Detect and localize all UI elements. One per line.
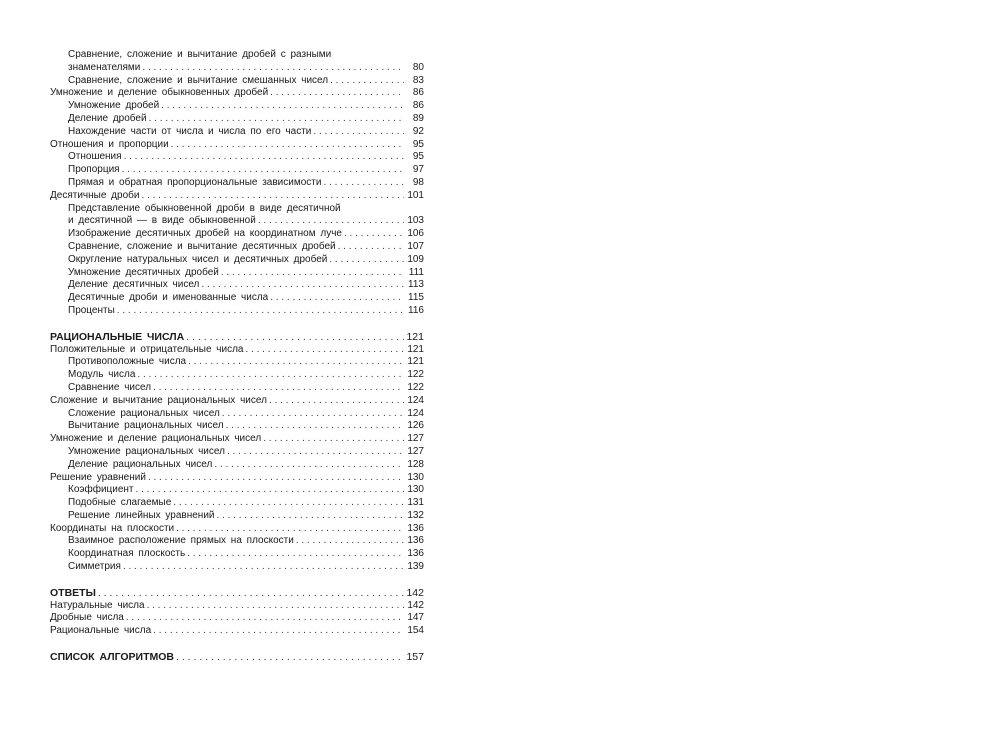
dot-leader: [269, 395, 404, 408]
dot-leader: [296, 535, 404, 548]
toc-chapter: [50, 344, 424, 357]
toc-page-number: 86: [412, 87, 424, 99]
toc-subchapter: [68, 561, 424, 574]
toc-title: Симметрия: [68, 561, 121, 573]
toc-subchapter: [68, 459, 424, 472]
toc-subchapter: [68, 446, 424, 459]
toc-page-number: 80: [412, 61, 424, 73]
dot-leader: [161, 100, 404, 113]
toc-chapter: [50, 395, 424, 408]
toc-chapter: [50, 190, 424, 203]
dot-leader: [329, 254, 404, 267]
toc-subchapter: [68, 497, 424, 510]
dot-leader: [270, 87, 404, 100]
toc-subchapter: [68, 535, 424, 548]
toc-page-number: 122: [407, 381, 424, 393]
toc-chapter: [50, 433, 424, 446]
toc-title: Сложение рациональных чисел: [68, 407, 220, 419]
toc-subchapter: [68, 279, 424, 292]
dot-leader: [186, 331, 404, 344]
toc-page-number: 113: [408, 279, 424, 291]
toc-page-number: 103: [407, 215, 424, 227]
toc-page-number: 115: [408, 292, 424, 304]
toc-page-number: 83: [412, 74, 424, 86]
dot-leader: [222, 408, 404, 421]
toc-subchapter: [68, 356, 424, 369]
toc-page-number: 142: [406, 586, 424, 599]
toc-page-number: 142: [407, 599, 424, 611]
toc-title: Сложение и вычитание рациональных чисел: [50, 394, 267, 406]
toc-title: Отношения и пропорции: [50, 138, 169, 150]
table-of-contents: [50, 49, 424, 664]
toc-page-number: 97: [412, 164, 424, 176]
toc-title: Деление десятичных чисел: [68, 279, 200, 291]
toc-title: знаменателями: [68, 61, 141, 73]
toc-chapter: [50, 472, 424, 485]
toc-subchapter: [68, 241, 424, 254]
dot-leader: [313, 126, 404, 139]
dot-leader: [227, 446, 404, 459]
dot-leader: [148, 472, 404, 485]
dot-leader: [226, 420, 404, 433]
toc-page-number: 107: [407, 240, 424, 252]
toc-chapter: [50, 139, 424, 152]
toc-subchapter: [68, 151, 424, 164]
toc-subchapter: [68, 126, 424, 139]
toc-title: Взаимное расположение прямых на плоскости: [68, 535, 294, 547]
toc-title: Сравнение, сложение и вычитание смешанных чисел: [68, 74, 329, 86]
toc-page-number: 136: [407, 548, 424, 560]
dot-leader: [136, 484, 404, 497]
toc-page-number: 130: [407, 484, 424, 496]
toc-title: Решение линейных уравнений: [68, 509, 215, 521]
toc-title: Нахождение части от числа и числа по его части: [68, 125, 312, 137]
toc-subchapter: [68, 113, 424, 126]
toc-page-number: 131: [407, 497, 424, 509]
toc-title: Деление рациональных чисел: [68, 458, 213, 470]
toc-title-line: Представление обыкновенной дроби в виде десятичной: [68, 202, 341, 214]
toc-page-number: 136: [407, 522, 424, 534]
dot-leader: [153, 625, 404, 638]
toc-title: РАЦИОНАЛЬНЫЕ ЧИСЛА: [50, 330, 185, 343]
toc-chapter: [50, 523, 424, 536]
toc-page-number: 89: [412, 112, 424, 124]
toc-title: ОТВЕТЫ: [50, 586, 96, 599]
dot-leader: [201, 279, 404, 292]
toc-subchapter: [68, 484, 424, 497]
toc-subchapter: [68, 100, 424, 113]
dot-leader: [188, 356, 404, 369]
toc-page-number: 122: [407, 369, 424, 381]
toc-title: Десятичные дроби: [50, 189, 140, 201]
toc-subchapter: [68, 382, 424, 395]
dot-leader: [124, 151, 404, 164]
toc-page-number: 111: [408, 266, 424, 278]
toc-section: [50, 651, 424, 664]
toc-title: Координаты на плоскости: [50, 522, 175, 534]
toc-chapter: [50, 625, 424, 638]
toc-title: Вычитание рациональных чисел: [68, 420, 224, 432]
dot-leader: [217, 510, 404, 523]
dot-leader: [245, 344, 404, 357]
toc-title: Координатная плоскость: [68, 548, 186, 560]
dot-leader: [149, 113, 404, 126]
toc-subchapter: [68, 164, 424, 177]
toc-title: Коэффициент: [68, 484, 134, 496]
dot-leader: [214, 459, 404, 472]
toc-page-number: 136: [407, 535, 424, 547]
toc-subchapter: [68, 420, 424, 433]
toc-title: Округление натуральных чисел и десятичных дробей: [68, 253, 328, 265]
dot-leader: [117, 305, 404, 318]
toc-subchapter: [68, 369, 424, 382]
dot-leader: [338, 241, 404, 254]
dot-leader: [137, 369, 404, 382]
toc-title: Десятичные дроби и именованные числа: [68, 292, 269, 304]
toc-page-number: 128: [407, 458, 424, 470]
dot-leader: [221, 267, 404, 280]
toc-subchapter: [68, 548, 424, 561]
toc-page-number: 127: [407, 445, 424, 457]
toc-subchapter: [68, 267, 424, 280]
dot-leader: [142, 62, 404, 75]
dot-leader: [123, 561, 404, 574]
toc-subchapter: [68, 203, 424, 229]
toc-page-number: 106: [407, 228, 424, 240]
toc-subchapter: [68, 177, 424, 190]
dot-leader: [323, 177, 404, 190]
toc-title: и десятичной — в виде обыкновенной: [68, 215, 256, 227]
dot-leader: [153, 382, 404, 395]
toc-page-number: 86: [412, 100, 424, 112]
toc-page-number: 116: [408, 304, 424, 316]
toc-subchapter: [68, 292, 424, 305]
toc-subchapter: [68, 408, 424, 421]
toc-title: Деление дробей: [68, 112, 147, 124]
dot-leader: [122, 164, 404, 177]
toc-title: Рациональные числа: [50, 625, 152, 637]
toc-page-number: 121: [406, 330, 424, 343]
dot-leader: [187, 548, 404, 561]
toc-chapter: [50, 87, 424, 100]
toc-subchapter: [68, 510, 424, 523]
toc-section: [50, 331, 424, 344]
toc-page-number: 95: [412, 138, 424, 150]
dot-leader: [270, 292, 404, 305]
toc-subchapter: [68, 49, 424, 75]
toc-subchapter: [68, 75, 424, 88]
dot-leader: [126, 612, 404, 625]
dot-leader: [344, 228, 404, 241]
toc-title: СПИСОК АЛГОРИТМОВ: [50, 651, 175, 664]
toc-title: Умножение рациональных чисел: [68, 445, 225, 457]
toc-page-number: 139: [407, 561, 424, 573]
toc-title: Натуральные числа: [50, 599, 145, 611]
dot-leader: [141, 190, 404, 203]
toc-subchapter: [68, 305, 424, 318]
dot-leader: [263, 433, 404, 446]
toc-title-line: Сравнение, сложение и вычитание дробей с разными: [68, 49, 332, 60]
toc-page-number: 147: [407, 612, 424, 624]
toc-subchapter: [68, 228, 424, 241]
toc-title: Сравнение, сложение и вычитание десятичных дробей: [68, 240, 336, 252]
toc-section: [50, 587, 424, 600]
toc-page-number: 126: [407, 420, 424, 432]
dot-leader: [147, 600, 404, 613]
toc-title: Умножение дробей: [68, 100, 160, 112]
dot-leader: [173, 497, 404, 510]
toc-page-number: 154: [407, 625, 424, 637]
toc-page-number: 127: [407, 433, 424, 445]
toc-title: Отношения: [68, 151, 122, 163]
toc-title: Дробные числа: [50, 612, 124, 624]
toc-title: Положительные и отрицательные числа: [50, 343, 244, 355]
toc-page-number: 98: [412, 176, 424, 188]
toc-title: Подобные слагаемые: [68, 497, 172, 509]
dot-leader: [258, 215, 404, 228]
toc-title: Решение уравнений: [50, 471, 146, 483]
toc-title: Умножение и деление рациональных чисел: [50, 433, 262, 445]
dot-leader: [330, 75, 404, 88]
toc-chapter: [50, 612, 424, 625]
toc-page-number: 157: [406, 651, 424, 664]
toc-title: Пропорция: [68, 164, 120, 176]
toc-page-number: 92: [412, 125, 424, 137]
toc-title: Проценты: [68, 304, 115, 316]
toc-title: Умножение десятичных дробей: [68, 266, 219, 278]
toc-page-number: 121: [407, 343, 424, 355]
dot-leader: [176, 523, 404, 536]
dot-leader: [176, 651, 404, 664]
toc-page-number: 124: [407, 407, 424, 419]
toc-page-number: 124: [407, 394, 424, 406]
toc-title: Изображение десятичных дробей на координатном луче: [68, 228, 342, 240]
toc-page-number: 132: [407, 509, 424, 521]
toc-page-number: 130: [407, 471, 424, 483]
toc-chapter: [50, 600, 424, 613]
toc-page-number: 101: [407, 189, 424, 201]
dot-leader: [98, 587, 404, 600]
toc-page-number: 109: [407, 253, 424, 265]
toc-title: Умножение и деление обыкновенных дробей: [50, 87, 269, 99]
toc-title: Модуль числа: [68, 369, 136, 381]
toc-title: Сравнение чисел: [68, 381, 152, 393]
toc-title: Противоположные числа: [68, 356, 187, 368]
toc-page-number: 95: [412, 151, 424, 163]
toc-subchapter: [68, 254, 424, 267]
dot-leader: [171, 139, 404, 152]
toc-page-number: 121: [407, 356, 424, 368]
toc-title: Прямая и обратная пропорциональные зависимости: [68, 176, 322, 188]
